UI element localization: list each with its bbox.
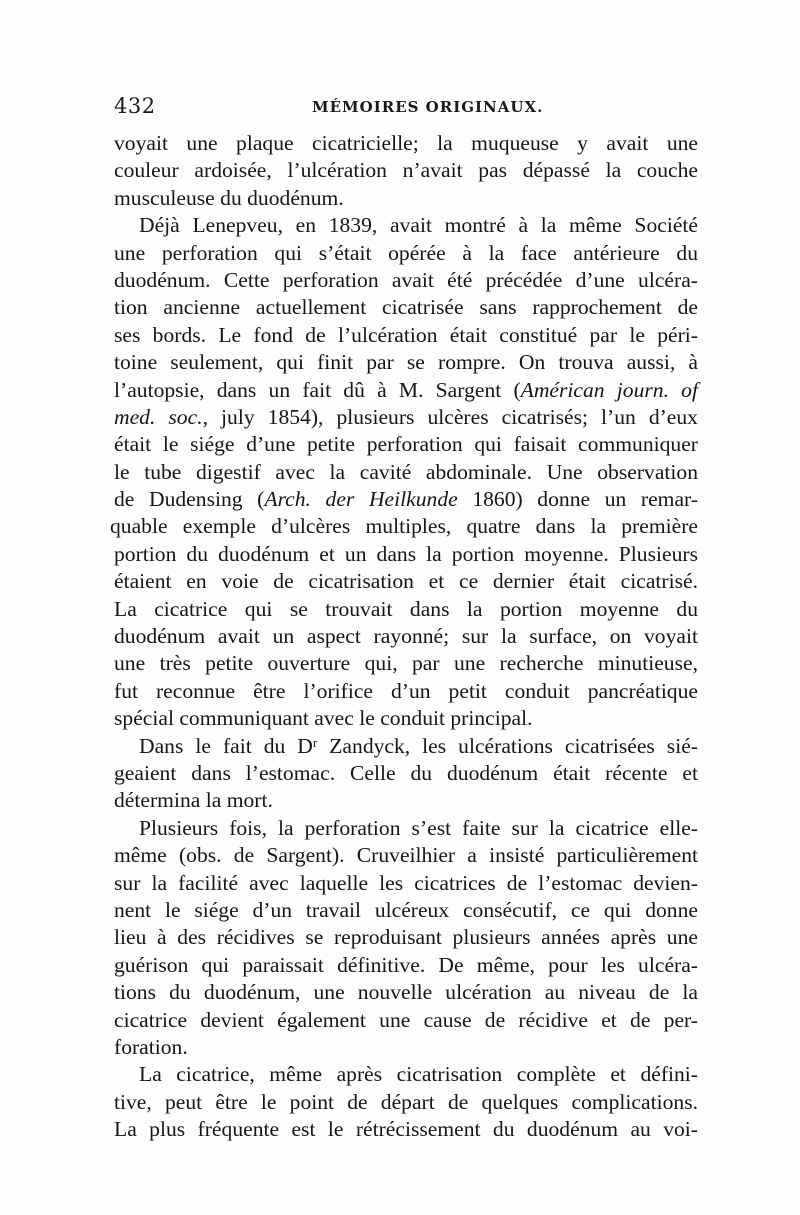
text-segment: l’autopsie, dans un fait dû à M. Sargent (	[114, 377, 521, 402]
text-line: ses bords. Le fond de l’ulcération était constitué par le péri-	[114, 322, 698, 347]
text-line	[114, 377, 698, 404]
text-line: était le siége d’une petite perforation qui faisait communiquer	[114, 432, 698, 457]
text-line: quable exemple d’ulcères multiples, quatre dans la première	[110, 514, 698, 539]
running-title: MÉMOIRES ORIGINAUX.	[312, 98, 544, 116]
text-line: tive, peut être le point de départ de quelques complications.	[114, 1089, 698, 1114]
text-segment: , july 1854), plusieurs ulcères cicatrisés; l’un d’eux	[202, 404, 698, 429]
text-segment: de Dudensing (	[114, 487, 265, 512]
text-line: foration.	[114, 1034, 188, 1059]
text-line: duodénum avait un aspect rayonné; sur la surface, on voyait	[114, 624, 698, 649]
text-line: La cicatrice qui se trouvait dans la portion moyenne du	[114, 596, 698, 621]
text-line: le tube digestif avec la cavité abdominale. Une observation	[114, 459, 698, 484]
paragraph-first-line: La cicatrice, même après cicatrisation complète et défini-	[139, 1062, 698, 1087]
text-line: une perforation qui s’était opérée à la face antérieure du	[114, 240, 698, 265]
page-number: 432	[114, 94, 156, 118]
text-line: guérison qui paraissait définitive. De même, pour les ulcéra-	[114, 952, 698, 977]
text-segment: 1860) donne un remar-	[457, 487, 699, 512]
text-line: une très petite ouverture qui, par une recherche minutieuse,	[114, 651, 698, 676]
text-line: La plus fréquente est le rétrécissement du duodénum au voi-	[114, 1117, 698, 1142]
journal-title: med. soc.	[114, 404, 203, 429]
text-line: geaient dans l’estomac. Celle du duodénum était récente et	[114, 760, 698, 785]
paragraph-first-line: Déjà Lenepveu, en 1839, avait montré à la même Société	[139, 213, 698, 238]
text-line: couleur ardoisée, l’ulcération n’avait pas dépassé la couche	[114, 158, 698, 183]
superscript: r	[312, 734, 318, 750]
text-line	[114, 404, 698, 431]
text-line: nent le siége d’un travail ulcéreux consécutif, ce qui donne	[114, 897, 698, 922]
text-line: sur la facilité avec laquelle les cicatrices de l’estomac devien-	[114, 870, 698, 895]
text-line	[114, 486, 698, 513]
paragraph-first-line: Plusieurs fois, la perforation s’est faite sur la cicatrice elle-	[139, 815, 698, 840]
paragraph-first-line	[114, 733, 698, 760]
text-line: musculeuse du duodénum.	[114, 185, 344, 210]
text-line: duodénum. Cette perforation avait été précédée d’une ulcéra-	[114, 267, 698, 292]
text-line: portion du duodénum et un dans la portion moyenne. Plusieurs	[114, 541, 698, 566]
text-line: tion ancienne actuellement cicatrisée sans rapprochement de	[114, 295, 698, 320]
text-line: étaient en voie de cicatrisation et ce dernier était cicatrisé.	[114, 569, 698, 594]
text-line: même (obs. de Sargent). Cruveilhier a insisté particulièrement	[114, 843, 698, 868]
text-line: voyait une plaque cicatricielle; la muqueuse y avait une	[114, 131, 698, 155]
text-line: lieu à des récidives se reproduisant plusieurs années après une	[114, 925, 698, 950]
text-line: détermina la mort.	[114, 788, 273, 813]
body-text	[110, 130, 699, 1143]
journal-title: Arch. der Heilkunde	[264, 487, 458, 512]
running-head	[114, 94, 698, 122]
text-line: spécial communiquant avec le conduit principal.	[114, 706, 533, 731]
journal-title: Américan journ. of	[520, 377, 698, 402]
text-line: tions du duodénum, une nouvelle ulcération au niveau de la	[114, 980, 698, 1005]
text-line: cicatrice devient également une cause de récidive et de per-	[114, 1007, 698, 1032]
text-line: fut reconnue être l’orifice d’un petit conduit pancréatique	[114, 678, 698, 703]
text-segment: Zandyck, les ulcérations cicatrisées sié-	[317, 733, 698, 758]
text-line: toine seulement, qui finit par se rompre. On trouva aussi, à	[114, 350, 698, 375]
text-segment: Dans le fait du D	[139, 733, 313, 758]
